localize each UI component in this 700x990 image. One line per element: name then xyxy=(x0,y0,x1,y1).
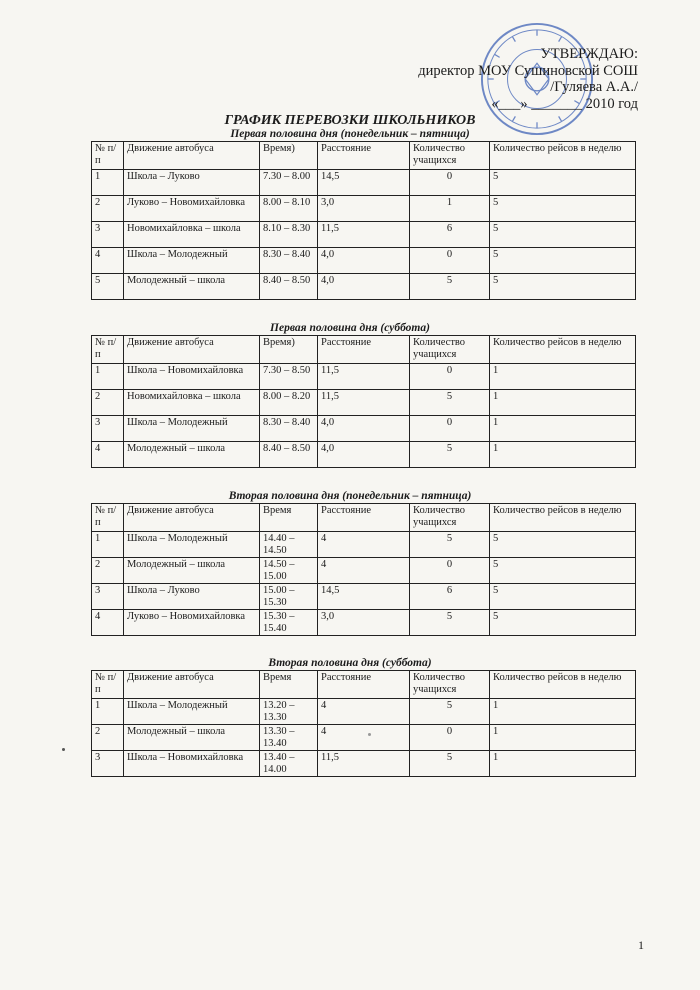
cell-num: 2 xyxy=(92,390,124,416)
header-distance: Расстояние xyxy=(318,142,410,170)
table-row xyxy=(92,390,636,416)
cell-route: Новомихайловка – школа xyxy=(124,222,260,248)
cell-trips: 5 xyxy=(490,196,636,222)
header-distance: Расстояние xyxy=(318,671,410,699)
cell-num: 5 xyxy=(92,274,124,300)
header-students: Количество учащихся xyxy=(410,336,490,364)
cell-distance: 4 xyxy=(318,558,410,584)
cell-time: 13.30 – 13.40 xyxy=(260,725,318,751)
header-trips: Количество рейсов в неделю xyxy=(490,142,636,170)
section-title-1: Первая половина дня (понедельник – пятница) xyxy=(230,128,470,140)
cell-distance: 11,5 xyxy=(318,364,410,390)
cell-num: 3 xyxy=(92,751,124,777)
cell-trips: 5 xyxy=(490,610,636,636)
header-distance: Расстояние xyxy=(318,336,410,364)
cell-trips: 5 xyxy=(490,248,636,274)
section-title-4: Вторая половина дня (суббота) xyxy=(268,657,432,669)
cell-num: 4 xyxy=(92,442,124,468)
cell-num: 1 xyxy=(92,170,124,196)
cell-time: 14.50 – 15.00 xyxy=(260,558,318,584)
cell-trips: 1 xyxy=(490,364,636,390)
page-number: 1 xyxy=(638,938,644,952)
header-trips: Количество рейсов в неделю xyxy=(490,336,636,364)
header-trips: Количество рейсов в неделю xyxy=(490,671,636,699)
section-title-3: Вторая половина дня (понедельник – пятница) xyxy=(228,490,472,502)
approval-heading: УТВЕРЖДАЮ: xyxy=(540,46,638,62)
section-title-2: Первая половина дня (суббота) xyxy=(270,322,430,334)
cell-time: 14.40 – 14.50 xyxy=(260,532,318,558)
cell-trips: 5 xyxy=(490,274,636,300)
approval-block xyxy=(418,46,638,112)
cell-num: 4 xyxy=(92,248,124,274)
header-num: № п/п xyxy=(92,671,124,699)
cell-students: 5 xyxy=(410,532,490,558)
cell-trips: 1 xyxy=(490,751,636,777)
cell-num: 3 xyxy=(92,416,124,442)
cell-distance: 4 xyxy=(318,725,410,751)
header-students: Количество учащихся xyxy=(410,142,490,170)
cell-time: 8.40 – 8.50 xyxy=(260,442,318,468)
table-row xyxy=(92,416,636,442)
cell-trips: 5 xyxy=(490,532,636,558)
cell-route: Школа – Молодежный xyxy=(124,416,260,442)
table-header-row xyxy=(92,336,636,364)
table-row xyxy=(92,248,636,274)
cell-time: 13.40 – 14.00 xyxy=(260,751,318,777)
cell-num: 1 xyxy=(92,699,124,725)
table-row xyxy=(92,725,636,751)
cell-route: Школа – Луково xyxy=(124,584,260,610)
table-header-row xyxy=(92,504,636,532)
schedule-table-3 xyxy=(91,503,636,636)
table-row xyxy=(92,170,636,196)
cell-time: 8.00 – 8.10 xyxy=(260,196,318,222)
cell-route: Луково – Новомихайловка xyxy=(124,610,260,636)
cell-students: 0 xyxy=(410,558,490,584)
cell-num: 4 xyxy=(92,610,124,636)
paper-speck xyxy=(62,748,65,751)
header-time: Время) xyxy=(260,142,318,170)
cell-trips: 1 xyxy=(490,699,636,725)
cell-time: 7.30 – 8.00 xyxy=(260,170,318,196)
cell-distance: 11,5 xyxy=(318,751,410,777)
cell-students: 5 xyxy=(410,390,490,416)
document-title: ГРАФИК ПЕРЕВОЗКИ ШКОЛЬНИКОВ xyxy=(224,113,476,128)
cell-route: Школа – Молодежный xyxy=(124,248,260,274)
cell-trips: 5 xyxy=(490,584,636,610)
table-row xyxy=(92,584,636,610)
header-time: Время xyxy=(260,671,318,699)
table-header-row xyxy=(92,142,636,170)
cell-route: Школа – Новомихайловка xyxy=(124,751,260,777)
cell-trips: 5 xyxy=(490,170,636,196)
cell-route: Молодежный – школа xyxy=(124,725,260,751)
header-time: Время) xyxy=(260,336,318,364)
cell-route: Новомихайловка – школа xyxy=(124,390,260,416)
cell-students: 1 xyxy=(410,196,490,222)
cell-num: 3 xyxy=(92,584,124,610)
cell-num: 1 xyxy=(92,532,124,558)
table-row xyxy=(92,364,636,390)
table-row xyxy=(92,610,636,636)
cell-route: Молодежный – школа xyxy=(124,274,260,300)
header-num: № п/п xyxy=(92,336,124,364)
header-time: Время xyxy=(260,504,318,532)
cell-num: 2 xyxy=(92,725,124,751)
header-num: № п/п xyxy=(92,504,124,532)
cell-time: 8.30 – 8.40 xyxy=(260,416,318,442)
cell-students: 0 xyxy=(410,725,490,751)
approval-position: директор МОУ Сушиновской СОШ xyxy=(418,62,638,79)
cell-distance: 4 xyxy=(318,532,410,558)
cell-time: 8.00 – 8.20 xyxy=(260,390,318,416)
schedule-table-1 xyxy=(91,141,636,300)
cell-time: 7.30 – 8.50 xyxy=(260,364,318,390)
cell-students: 0 xyxy=(410,170,490,196)
cell-trips: 1 xyxy=(490,416,636,442)
header-route: Движение автобуса xyxy=(124,671,260,699)
cell-route: Школа – Молодежный xyxy=(124,699,260,725)
table-row xyxy=(92,222,636,248)
table-row xyxy=(92,558,636,584)
cell-route: Школа – Луково xyxy=(124,170,260,196)
cell-route: Молодежный – школа xyxy=(124,442,260,468)
table-row xyxy=(92,274,636,300)
cell-distance: 3,0 xyxy=(318,196,410,222)
cell-num: 1 xyxy=(92,364,124,390)
cell-students: 6 xyxy=(410,584,490,610)
cell-route: Молодежный – школа xyxy=(124,558,260,584)
header-trips: Количество рейсов в неделю xyxy=(490,504,636,532)
cell-distance: 4,0 xyxy=(318,416,410,442)
table-row xyxy=(92,442,636,468)
cell-trips: 1 xyxy=(490,725,636,751)
approval-date: «___» _______ 2010 год xyxy=(491,95,638,112)
cell-distance: 4 xyxy=(318,699,410,725)
header-route: Движение автобуса xyxy=(124,142,260,170)
cell-distance: 4,0 xyxy=(318,274,410,300)
cell-students: 0 xyxy=(410,416,490,442)
schedule-table-2 xyxy=(91,335,636,468)
cell-distance: 11,5 xyxy=(318,222,410,248)
cell-students: 5 xyxy=(410,442,490,468)
cell-time: 8.30 – 8.40 xyxy=(260,248,318,274)
cell-trips: 5 xyxy=(490,558,636,584)
cell-students: 0 xyxy=(410,364,490,390)
cell-distance: 3,0 xyxy=(318,610,410,636)
header-distance: Расстояние xyxy=(318,504,410,532)
cell-time: 8.10 – 8.30 xyxy=(260,222,318,248)
cell-time: 13.20 – 13.30 xyxy=(260,699,318,725)
table-row xyxy=(92,196,636,222)
cell-students: 5 xyxy=(410,610,490,636)
cell-distance: 4,0 xyxy=(318,248,410,274)
header-students: Количество учащихся xyxy=(410,504,490,532)
cell-num: 3 xyxy=(92,222,124,248)
cell-time: 8.40 – 8.50 xyxy=(260,274,318,300)
cell-trips: 1 xyxy=(490,442,636,468)
table-header-row xyxy=(92,671,636,699)
header-route: Движение автобуса xyxy=(124,336,260,364)
cell-time: 15.00 – 15.30 xyxy=(260,584,318,610)
schedule-table-4 xyxy=(91,670,636,777)
cell-time: 15.30 – 15.40 xyxy=(260,610,318,636)
cell-trips: 1 xyxy=(490,390,636,416)
cell-route: Луково – Новомихайловка xyxy=(124,196,260,222)
approval-name: /Гуляева А.А./ xyxy=(550,79,638,95)
cell-route: Школа – Новомихайловка xyxy=(124,364,260,390)
table-row xyxy=(92,751,636,777)
cell-distance: 14,5 xyxy=(318,170,410,196)
paper-speck xyxy=(368,733,371,736)
cell-distance: 4,0 xyxy=(318,442,410,468)
header-students: Количество учащихся xyxy=(410,671,490,699)
table-row xyxy=(92,532,636,558)
cell-students: 5 xyxy=(410,699,490,725)
cell-route: Школа – Молодежный xyxy=(124,532,260,558)
cell-students: 5 xyxy=(410,274,490,300)
cell-trips: 5 xyxy=(490,222,636,248)
cell-distance: 14,5 xyxy=(318,584,410,610)
cell-students: 0 xyxy=(410,248,490,274)
header-route: Движение автобуса xyxy=(124,504,260,532)
cell-distance: 11,5 xyxy=(318,390,410,416)
table-row xyxy=(92,699,636,725)
cell-students: 6 xyxy=(410,222,490,248)
cell-num: 2 xyxy=(92,558,124,584)
cell-num: 2 xyxy=(92,196,124,222)
cell-students: 5 xyxy=(410,751,490,777)
header-num: № п/п xyxy=(92,142,124,170)
